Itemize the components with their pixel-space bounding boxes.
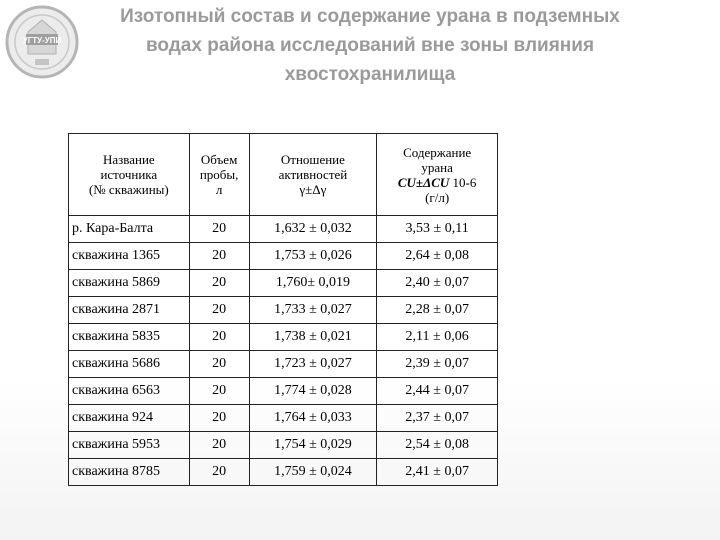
slide-title (60, 2, 680, 89)
volume-cell: 20 (189, 324, 249, 351)
content-cell: 2,64 ± 0,08 (377, 243, 498, 270)
source-cell: скважина 5869 (69, 270, 190, 297)
source-cell: скважина 5686 (69, 351, 190, 378)
volume-cell: 20 (189, 270, 249, 297)
header-volume: Объем пробы, л (189, 134, 249, 216)
table-row (69, 270, 498, 297)
table-body (69, 216, 498, 486)
ratio-cell: 1,632 ± 0,032 (249, 216, 377, 243)
ratio-cell: 1,760± 0,019 (249, 270, 377, 297)
content-cell: 2,40 ± 0,07 (377, 270, 498, 297)
source-cell: скважина 5835 (69, 324, 190, 351)
source-cell: р. Кара-Балта (69, 216, 190, 243)
table-row (69, 297, 498, 324)
source-cell: скважина 1365 (69, 243, 190, 270)
table-row (69, 324, 498, 351)
table-header-row (69, 134, 498, 216)
source-cell: скважина 924 (69, 405, 190, 432)
content-cell: 2,11 ± 0,06 (377, 324, 498, 351)
content-cell: 3,53 ± 0,11 (377, 216, 498, 243)
source-cell: скважина 6563 (69, 378, 190, 405)
ratio-cell: 1,774 ± 0,028 (249, 378, 377, 405)
volume-cell: 20 (189, 243, 249, 270)
ratio-cell: 1,733 ± 0,027 (249, 297, 377, 324)
volume-cell: 20 (189, 432, 249, 459)
volume-cell: 20 (189, 297, 249, 324)
ratio-cell: 1,753 ± 0,026 (249, 243, 377, 270)
header-ratio: Отношение активностей γ±Δγ (249, 134, 377, 216)
content-cell: 2,54 ± 0,08 (377, 432, 498, 459)
content-cell: 2,41 ± 0,07 (377, 459, 498, 486)
source-cell: скважина 5953 (69, 432, 190, 459)
logo-text: УГТУ-УПИ (22, 36, 62, 45)
volume-cell: 20 (189, 459, 249, 486)
table-row (69, 378, 498, 405)
title-line: Изотопный состав и содержание урана в подземных (120, 6, 620, 27)
table-row (69, 243, 498, 270)
content-cell: 2,39 ± 0,07 (377, 351, 498, 378)
table-row (69, 405, 498, 432)
title-line: водах района исследований вне зоны влияния (145, 35, 595, 56)
header-content: Содержание урана CU±ΔCU 10-6 (г/л) (377, 134, 498, 216)
uranium-table (68, 133, 498, 486)
ratio-cell: 1,754 ± 0,029 (249, 432, 377, 459)
content-cell: 2,28 ± 0,07 (377, 297, 498, 324)
table-row (69, 432, 498, 459)
volume-cell: 20 (189, 216, 249, 243)
title-line: хвостохранилища (284, 64, 456, 85)
content-cell: 2,37 ± 0,07 (377, 405, 498, 432)
volume-cell: 20 (189, 351, 249, 378)
volume-cell: 20 (189, 405, 249, 432)
ratio-cell: 1,764 ± 0,033 (249, 405, 377, 432)
ratio-cell: 1,723 ± 0,027 (249, 351, 377, 378)
volume-cell: 20 (189, 378, 249, 405)
source-cell: скважина 8785 (69, 459, 190, 486)
header-source: Название источника (№ скважины) (69, 134, 190, 216)
ratio-cell: 1,759 ± 0,024 (249, 459, 377, 486)
table-row (69, 216, 498, 243)
table-row (69, 351, 498, 378)
content-cell: 2,44 ± 0,07 (377, 378, 498, 405)
source-cell: скважина 2871 (69, 297, 190, 324)
table-row (69, 459, 498, 486)
ratio-cell: 1,738 ± 0,021 (249, 324, 377, 351)
